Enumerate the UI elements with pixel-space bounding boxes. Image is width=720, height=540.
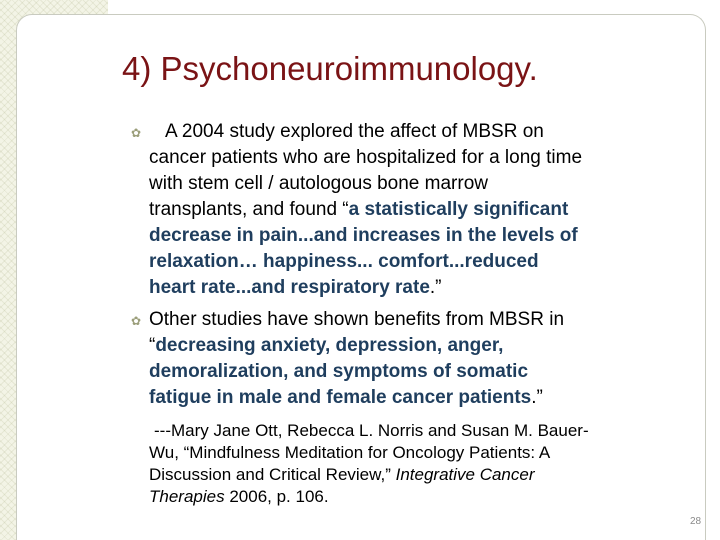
text-span: cancer patients who are hospitalized for a long time (149, 147, 583, 168)
bullet-2-line-4 (149, 385, 543, 411)
bullet-2-line-2 (149, 333, 503, 359)
text-span: 2006, p. 106. (224, 487, 329, 506)
text-span: “ (149, 335, 156, 356)
text-span: transplants, and found “ (149, 199, 349, 220)
journal-title: Therapies (149, 487, 225, 506)
text-span: .” (531, 387, 543, 408)
bullet-1-line-5 (149, 223, 578, 249)
quoted-text: fatigue in male and female cancer patients (149, 387, 532, 408)
journal-title: Integrative Cancer (395, 465, 535, 484)
text-span: Other studies have shown benefits from MBSR in (149, 309, 565, 330)
quoted-text: heart rate...and respiratory rate (149, 277, 430, 298)
leaf-bullet-icon: ✿ (131, 126, 142, 140)
citation-line-1: ---Mary Jane Ott, Rebecca L. Norris and Susan M. Bauer- (154, 421, 589, 440)
citation-line-3 (149, 464, 535, 486)
quoted-text: relaxation… happiness... comfort...reduced (149, 251, 539, 272)
leaf-bullet-icon: ✿ (131, 314, 142, 328)
quoted-text: demoralization, and symptoms of somatic (149, 361, 529, 382)
text-span: A 2004 study explored the affect of MBSR on (165, 121, 544, 142)
bullet-2-line-1 (149, 307, 564, 333)
citation-line-4 (149, 486, 329, 508)
page-number: 28 (690, 516, 702, 527)
quoted-text: decrease in pain...and increases in the levels of (149, 225, 578, 246)
text-span: Discussion and Critical Review,” (149, 465, 396, 484)
quoted-text: decreasing anxiety, depression, anger, (155, 335, 504, 356)
text-span: with stem cell / autologous bone marrow (149, 173, 488, 194)
text-span: .” (429, 277, 442, 298)
bullet-1-line-6 (149, 249, 539, 275)
quoted-text: a statistically significant (348, 199, 569, 220)
bullet-1-line-4 (149, 197, 568, 223)
bullet-2-line-3 (149, 359, 528, 385)
bullet-1-line-3 (149, 171, 488, 197)
slide-title: 4) Psychoneuroimmunology. (122, 50, 538, 87)
bullet-1-line-1 (165, 119, 544, 145)
bullet-1-line-7 (149, 275, 442, 301)
citation-line-2: Wu, “Mindfulness Meditation for Oncology Patients: A (149, 443, 551, 462)
bullet-1-line-2 (149, 145, 582, 171)
